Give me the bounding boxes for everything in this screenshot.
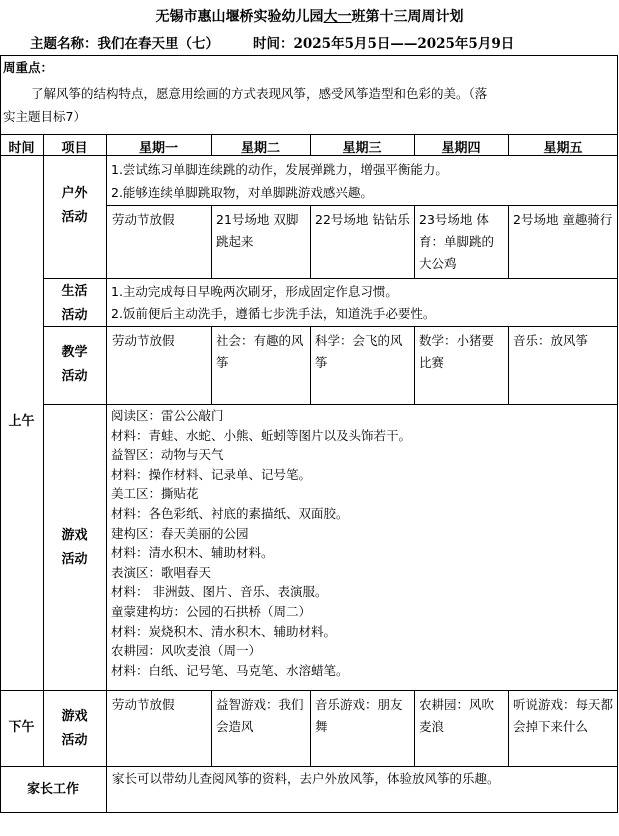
games-line: 农耕园：风吹麦浪（周一） — [111, 643, 262, 659]
col-header-wednesday: 星期三 — [342, 141, 382, 156]
focus-text-line1: 了解风筝的结构特点，愿意用绘画的方式表现风筝，感受风筝造型和色彩的美。（落 — [31, 86, 488, 101]
games-line: 材料： 非洲鼓、图片、音乐、表演服。 — [111, 584, 328, 600]
teaching-wednesday: 科学：会飞的风筝 — [315, 333, 403, 370]
games-line: 阅读区：雷公公敲门 — [111, 408, 224, 423]
col-header-monday: 星期一 — [138, 141, 178, 156]
teaching-friday: 音乐：放风筝 — [513, 333, 589, 348]
games-line: 表演区：歌唱春天 — [111, 564, 212, 580]
games-line: 童蒙建构坊：公园的石拱桥（周二） — [111, 603, 312, 619]
outdoor-goal-2: 2.能够连续单脚跳取物，对单脚跳游戏感兴趣。 — [111, 185, 373, 200]
col-header-tuesday: 星期二 — [240, 141, 280, 156]
games-line: 材料：各色彩纸、衬底的素描纸、双面胶。 — [111, 505, 349, 521]
col-header-time: 时间 — [8, 141, 35, 156]
class-name: 大一 — [323, 9, 352, 25]
afternoon-tuesday: 益智游戏：我们会造风 — [216, 697, 304, 734]
parents-text: 家长可以带幼儿查阅风筝的资料，去户外放风筝，体验放风筝的乐趣。 — [112, 771, 500, 786]
afternoon-label: 下午 — [8, 720, 35, 735]
games-list — [111, 406, 411, 680]
outdoor-wednesday: 22号场地 钻钻乐 — [315, 212, 410, 227]
games-line: 材料：青蛙、水蛇、小熊、蚯蚓等图片以及头饰若干。 — [111, 427, 412, 443]
life-label: 生活 活动 — [61, 284, 88, 323]
theme-name: 主题名称：我们在春天里（七） — [30, 36, 219, 52]
afternoon-games-label: 游戏 活动 — [61, 709, 88, 748]
life-goal-1: 1.主动完成每日早晚两次刷牙，形成固定作息习惯。 — [111, 284, 398, 299]
plan-time: 时间：2025年5月5日——2025年5月9日 — [253, 36, 515, 52]
outdoor-friday: 2号场地 童趣骑行 — [513, 212, 613, 227]
col-header-item: 项目 — [61, 141, 88, 156]
teaching-tuesday: 社会：有趣的风筝 — [216, 333, 304, 370]
focus-text-line2: 实主题目标7） — [3, 109, 86, 124]
outdoor-monday: 劳动节放假 — [112, 212, 175, 227]
focus-label: 周重点： — [3, 60, 54, 75]
afternoon-thursday: 农耕园：风吹麦浪 — [419, 697, 495, 734]
games-line: 益智区：动物与天气 — [111, 447, 224, 463]
games-line: 材料：白纸、记号笔、马克笔、水溶蜡笔。 — [111, 662, 349, 678]
outdoor-goal-1: 1.尝试练习单脚连续跳的动作，发展弹跳力，增强平衡能力。 — [111, 162, 448, 177]
outdoor-thursday: 23号场地 体育：单脚跳的大公鸡 — [419, 212, 495, 271]
games-line: 建构区：春天美丽的公园 — [111, 525, 249, 541]
afternoon-monday: 劳动节放假 — [112, 697, 175, 712]
games-line: 美工区：撕贴花 — [111, 486, 199, 502]
games-line: 材料：操作材料、记录单、记号笔。 — [111, 466, 312, 482]
games-line: 材料：炭烧积木、清水积木、辅助材料。 — [111, 623, 337, 639]
afternoon-wednesday: 音乐游戏：朋友舞 — [315, 697, 403, 734]
col-header-friday: 星期五 — [543, 141, 583, 156]
page-title: 无锡市惠山堰桥实验幼儿园大一班第十三周周计划 — [155, 9, 464, 25]
teaching-label: 教学 活动 — [61, 345, 88, 384]
teaching-thursday: 数学：小猪要比赛 — [419, 333, 495, 370]
col-header-thursday: 星期四 — [441, 141, 481, 156]
teaching-monday: 劳动节放假 — [112, 333, 175, 348]
games-label: 游戏 活动 — [61, 528, 88, 567]
games-line: 材料：清水积木、辅助材料。 — [111, 545, 274, 561]
outdoor-tuesday: 21号场地 双脚跳起来 — [216, 212, 299, 249]
life-goal-2: 2.饭前便后主动洗手，遵循七步洗手法，知道洗手必要性。 — [111, 306, 436, 321]
parents-label: 家长工作 — [26, 782, 79, 797]
morning-label: 上午 — [8, 414, 35, 429]
outdoor-label: 户外 活动 — [61, 186, 88, 225]
afternoon-friday: 听说游戏：每天都会掉下来什么 — [513, 697, 614, 734]
